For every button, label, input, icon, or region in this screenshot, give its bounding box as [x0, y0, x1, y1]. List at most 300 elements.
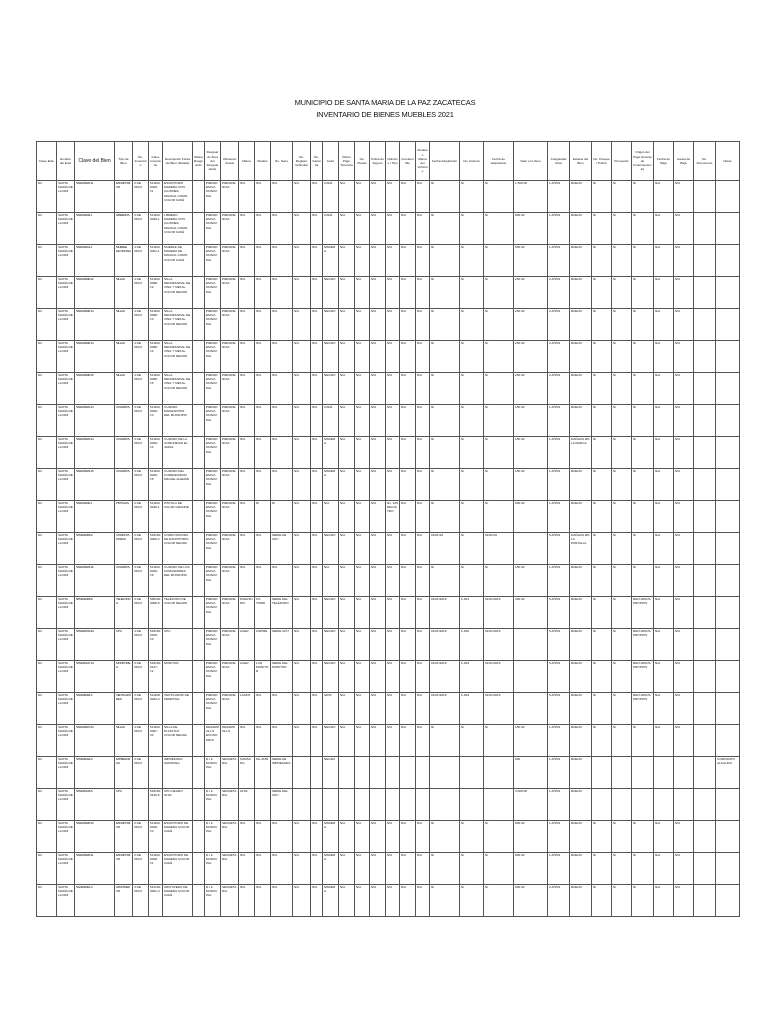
cell-fadq: N/	[430, 245, 460, 277]
cell-marca: N/A	[239, 821, 255, 853]
column-header: No. Placas	[355, 142, 370, 181]
cell-comb: N/A	[400, 341, 416, 373]
cell-placas: N/A	[355, 565, 370, 597]
cell-cheque: N/	[592, 309, 612, 341]
column-header: No. Garantía	[311, 142, 323, 181]
cell-fadq2: 01/01/2016	[484, 693, 514, 725]
cell-notas	[716, 373, 740, 405]
cell-ente: D2	[37, 789, 57, 821]
cell-serie: N/A	[271, 181, 293, 213]
column-header: No. Factura	[460, 142, 484, 181]
cell-valor: 250.00	[514, 341, 548, 373]
cell-doc	[694, 181, 716, 213]
cell-cheque: N/	[592, 725, 612, 757]
cell-poliza	[370, 789, 386, 821]
cell-clave: 5111000001-1	[75, 245, 115, 277]
cell-antig: 1 AÑOS	[548, 405, 570, 437]
cell-tipo: CUADROS	[115, 565, 133, 597]
cell-garantia: N/A	[311, 213, 323, 245]
cell-cheque: N/	[592, 501, 612, 533]
cell-cinv: 5121000001-4	[149, 885, 163, 917]
column-header: Tipo de Bien	[115, 142, 133, 181]
cell-placas: N/A	[355, 597, 370, 629]
cell-prov: N/	[612, 533, 632, 565]
cell-ente: D2	[37, 629, 57, 661]
cell-color: NEGRA	[323, 757, 339, 789]
cell-cinv: 5151000126-5	[149, 789, 163, 821]
cell-fadq2: N/	[484, 181, 514, 213]
cell-poliza: N/A	[370, 437, 386, 469]
table-row	[37, 501, 740, 533]
cell-fadq2: N/	[484, 469, 514, 501]
cell-fact: N/	[460, 373, 484, 405]
cell-comb: N/A	[400, 661, 416, 693]
cell-tenencia: N/A	[339, 405, 355, 437]
cell-inv: 4 DE OFICI	[133, 693, 149, 725]
document-subtitle: INVENTARIO DE BIENES MUEBLES 2021	[316, 110, 454, 119]
cell-tipo: TELEFONOS	[115, 597, 133, 629]
cell-area: PRESIDENCIA	[221, 245, 239, 277]
cell-registro: N/A	[293, 213, 311, 245]
cell-prov: N/	[612, 341, 632, 373]
cell-inv: 4 DE OFICI	[133, 469, 149, 501]
column-header: Color	[323, 142, 339, 181]
cell-prov: N/	[612, 405, 632, 437]
cell-color: NEGRO	[323, 725, 339, 757]
column-header: Clave del Bien	[75, 142, 115, 181]
column-header: Nombre del Ente	[57, 142, 75, 181]
cell-cinv: 5111000097-23	[149, 725, 163, 757]
cell-cil: N/A	[386, 725, 400, 757]
cell-antig: 1 AÑOS	[548, 757, 570, 789]
cell-fadq2	[484, 757, 514, 789]
cell-clave: 5111000098-15	[75, 373, 115, 405]
cell-valor	[514, 693, 548, 725]
cell-origen: N/	[632, 277, 654, 309]
cell-estatus: BUENO	[570, 725, 592, 757]
cell-doc	[694, 501, 716, 533]
cell-poliza: N/A	[370, 245, 386, 277]
cell-status	[193, 245, 205, 277]
cell-cheque: N/	[592, 597, 612, 629]
cell-causa: N/A	[674, 341, 694, 373]
cell-estatus: BUENO	[570, 789, 592, 821]
cell-notas	[716, 341, 740, 373]
cell-valor: 3,028.00	[514, 789, 548, 821]
cell-mveh: N/A	[416, 693, 430, 725]
cell-resg: PRESIDENCIA MUNICIPAL	[205, 469, 221, 501]
cell-origen: N/	[632, 565, 654, 597]
cell-tenencia: N/A	[339, 565, 355, 597]
column-header: Póliza de Seguro	[370, 142, 386, 181]
cell-fact: N/	[460, 821, 484, 853]
cell-causa: N/A	[674, 213, 694, 245]
cell-placas: N/A	[355, 181, 370, 213]
cell-doc	[694, 565, 716, 597]
cell-status	[193, 693, 205, 725]
cell-doc	[694, 213, 716, 245]
cell-tenencia: N/A	[339, 245, 355, 277]
cell-poliza: N/A	[370, 501, 386, 533]
cell-clave: 5111000039-1	[75, 213, 115, 245]
cell-valor: 150.00	[514, 437, 548, 469]
cell-tenencia: N/A	[339, 693, 355, 725]
table-row	[37, 757, 740, 789]
cell-estatus: BUENO	[570, 885, 592, 917]
cell-fadq2: 01/01/2016	[484, 629, 514, 661]
cell-cheque: N/	[592, 277, 612, 309]
cell-ente: D2	[37, 661, 57, 693]
cell-cheque: N/	[592, 661, 612, 693]
table-row	[37, 437, 740, 469]
cell-tenencia: N/A	[339, 661, 355, 693]
cell-fact: N/	[460, 853, 484, 885]
cell-status	[193, 469, 205, 501]
cell-nombre: SANTA MARIA DE LA PAZ	[57, 277, 75, 309]
cell-cil: N/A	[386, 693, 400, 725]
cell-clave: 5121000001-4	[75, 885, 115, 917]
cell-serie: N/A	[271, 693, 293, 725]
cell-registro: N/A	[293, 309, 311, 341]
cell-valor: 600.00	[514, 501, 548, 533]
cell-fadq2: N/	[484, 405, 514, 437]
cell-modelo: ASPIRE	[255, 629, 271, 661]
cell-origen: N/	[632, 821, 654, 853]
cell-color: MADERA	[323, 885, 339, 917]
cell-prov: N/	[612, 245, 632, 277]
cell-tipo: CUADROS	[115, 437, 133, 469]
cell-notas	[716, 885, 740, 917]
cell-garantia: N/A	[311, 181, 323, 213]
cell-placas: N/A	[355, 373, 370, 405]
column-header: Último Pago Tenencia	[339, 142, 355, 181]
cell-fadq2: N/	[484, 821, 514, 853]
cell-area: SECRETARIA	[221, 789, 239, 821]
cell-doc	[694, 309, 716, 341]
cell-color: NEGRO	[323, 597, 339, 629]
cell-poliza: N/A	[370, 885, 386, 917]
cell-ente: D2	[37, 277, 57, 309]
cell-garantia: N/A	[311, 533, 323, 565]
cell-cil: N/A	[386, 885, 400, 917]
cell-fadq2: N/	[484, 277, 514, 309]
column-header: Modelo o Marca del Vehículo	[416, 142, 430, 181]
cell-modelo: N/A	[255, 853, 271, 885]
cell-marca: N/A	[239, 341, 255, 373]
cell-origen: N/	[632, 725, 654, 757]
cell-poliza: N/A	[370, 309, 386, 341]
cell-ente: D2	[37, 373, 57, 405]
cell-placas	[355, 789, 370, 821]
cell-fbaja: N/A	[654, 661, 674, 693]
cell-poliza: N/A	[370, 469, 386, 501]
cell-resg: D.I.F. MUNICIPAL	[205, 821, 221, 853]
cell-antig: 1 AÑOS	[548, 469, 570, 501]
cell-ente: D2	[37, 405, 57, 437]
cell-mveh	[416, 757, 430, 789]
cell-resg: PRESIDENCIA MUNICIPAL	[205, 565, 221, 597]
cell-fact: N/	[460, 885, 484, 917]
cell-estatus: BUENO	[570, 181, 592, 213]
cell-poliza	[370, 757, 386, 789]
cell-poliza: N/A	[370, 373, 386, 405]
cell-placas: N/A	[355, 533, 370, 565]
cell-valor	[514, 629, 548, 661]
header-row	[37, 142, 740, 181]
cell-cheque: N/	[592, 469, 612, 501]
table-row	[37, 885, 740, 917]
cell-inv: 4 DE OFICI	[133, 757, 149, 789]
cell-estatus: BUENO	[570, 469, 592, 501]
cell-estatus: BUENO	[570, 341, 592, 373]
cell-cheque: N/	[592, 629, 612, 661]
cell-fadq: N/	[430, 565, 460, 597]
cell-fadq2: N/	[484, 885, 514, 917]
cell-causa: N/A	[674, 533, 694, 565]
cell-estatus: DAÑADO EN LA PANTALLA	[570, 533, 592, 565]
cell-modelo: N/A	[255, 213, 271, 245]
cell-mveh: N/A	[416, 405, 430, 437]
cell-clave: 5111000097-23	[75, 725, 115, 757]
cell-tipo: ESCRITORIOS	[115, 853, 133, 885]
cell-mveh: N/A	[416, 469, 430, 501]
cell-notas	[716, 501, 740, 533]
cell-tipo: MONITORES	[115, 661, 133, 693]
cell-cheque: N/	[592, 245, 612, 277]
cell-doc	[694, 437, 716, 469]
cell-fadq: N/	[430, 181, 460, 213]
cell-modelo: N/A	[255, 341, 271, 373]
cell-serie: N/A	[271, 277, 293, 309]
cell-serie: SERIE DE CPU	[271, 533, 293, 565]
cell-cil: N/A	[386, 821, 400, 853]
cell-desc: TELÉFONO DE COLOR NEGRO	[163, 597, 193, 629]
cell-comb: N/A	[400, 213, 416, 245]
cell-comb	[400, 789, 416, 821]
cell-ente: D2	[37, 181, 57, 213]
cell-cinv: 5111000046-1	[149, 501, 163, 533]
table-row	[37, 853, 740, 885]
cell-nombre: SANTA MARIA DE LA PAZ	[57, 629, 75, 661]
cell-doc	[694, 725, 716, 757]
cell-inv: 4 DE OFICI	[133, 629, 149, 661]
cell-cheque: N/	[592, 181, 612, 213]
cell-fact: N/	[460, 181, 484, 213]
cell-valor: 800.00	[514, 853, 548, 885]
cell-registro: N/A	[293, 885, 311, 917]
cell-doc	[694, 373, 716, 405]
cell-origen: RECURSOS PROPIOS	[632, 597, 654, 629]
cell-fact: N/	[460, 533, 484, 565]
cell-comb: N/A	[400, 181, 416, 213]
cell-marca: N/A	[239, 725, 255, 757]
cell-inv: 4 DE OFICI	[133, 661, 149, 693]
cell-inv: 4 DE OFICI	[133, 245, 149, 277]
cell-mveh: N/A	[416, 629, 430, 661]
cell-fadq: N/	[430, 821, 460, 853]
cell-cheque	[592, 789, 612, 821]
cell-status	[193, 533, 205, 565]
cell-color: NEGRO	[323, 533, 339, 565]
cell-fadq: N/	[430, 725, 460, 757]
cell-poliza: N/A	[370, 181, 386, 213]
cell-tipo: SILLAS	[115, 309, 133, 341]
cell-fadq: N/	[430, 309, 460, 341]
column-header: Antigüedad Años	[548, 142, 570, 181]
cell-nombre: SANTA MARIA DE LA PAZ	[57, 789, 75, 821]
cell-mveh: N/A	[416, 885, 430, 917]
cell-modelo: N/A	[255, 245, 271, 277]
cell-resg: PRESIDENCIA MUNICIPAL	[205, 373, 221, 405]
column-header: Fecha Adquisición	[430, 142, 460, 181]
cell-doc	[694, 469, 716, 501]
cell-registro: N/A	[293, 565, 311, 597]
cell-poliza: N/A	[370, 565, 386, 597]
cell-cinv: 5151000066-2	[149, 533, 163, 565]
cell-ente: D2	[37, 821, 57, 853]
cell-resg: D.I.F. MUNICIPAL	[205, 789, 221, 821]
cell-fadq2: N/	[484, 565, 514, 597]
cell-antig: 1 AÑOS	[548, 213, 570, 245]
cell-poliza: N/A	[370, 693, 386, 725]
cell-prov	[612, 789, 632, 821]
column-header: Estatus del Bien	[570, 142, 592, 181]
cell-causa: N/A	[674, 885, 694, 917]
cell-fact: N/	[460, 501, 484, 533]
cell-desc: LIBRERO MADERA CON CAJONES, MANUAL COMO, COLOR CAFÉ	[163, 213, 193, 245]
cell-area: PRESIDENCIA	[221, 565, 239, 597]
cell-resg: PRESIDENCIA MUNICIPAL	[205, 693, 221, 725]
cell-garantia: N/A	[311, 501, 323, 533]
cell-cinv: 5112000003-4	[149, 693, 163, 725]
cell-serie: N/A	[271, 885, 293, 917]
cell-prov: N/	[612, 629, 632, 661]
cell-fact: N/	[460, 213, 484, 245]
cell-fadq2: 01/01/2016	[484, 661, 514, 693]
cell-doc	[694, 789, 716, 821]
cell-clave: 5111000029-13	[75, 405, 115, 437]
cell-prov: N/	[612, 309, 632, 341]
cell-comb: N/A	[400, 821, 416, 853]
cell-garantia: N/A	[311, 469, 323, 501]
cell-inv: 4 DE OFICI	[133, 181, 149, 213]
cell-poliza: N/A	[370, 597, 386, 629]
cell-cil: No. SIN REGISTRO	[386, 501, 400, 533]
cell-desc: SILLA SECRETARIAL DE VINIL Y METAL, COLOR NEGRO	[163, 373, 193, 405]
cell-resg: PRESIDENCIA MUNICIPAL	[205, 309, 221, 341]
cell-cheque	[592, 757, 612, 789]
cell-antig: 1 AÑOS	[548, 565, 570, 597]
cell-garantia: N/A	[311, 821, 323, 853]
cell-causa: N/A	[674, 725, 694, 757]
cell-placas	[355, 757, 370, 789]
table-row	[37, 277, 740, 309]
cell-marca: ACER	[239, 661, 255, 693]
cell-modelo: ML-2165	[255, 757, 271, 789]
table-row	[37, 405, 740, 437]
cell-ente: D2	[37, 693, 57, 725]
cell-color: NEGRO	[323, 661, 339, 693]
column-header: Causa de Baja	[674, 142, 694, 181]
cell-serie: N/A	[271, 725, 293, 757]
cell-garantia	[311, 789, 323, 821]
cell-modelo: N/A	[255, 693, 271, 725]
document-title: MUNICIPIO DE SANTA MARIA DE LA PAZ ZACATECAS	[294, 98, 476, 107]
cell-mveh: N/A	[416, 245, 430, 277]
cell-desc: ESCRITORIO DE MADERA COLOR CAFÉ	[163, 853, 193, 885]
cell-origen: N/	[632, 181, 654, 213]
cell-marca: N/A	[239, 277, 255, 309]
cell-tipo: LIBREROS	[115, 213, 133, 245]
cell-cheque: N/	[592, 213, 612, 245]
cell-serie: N/A	[271, 469, 293, 501]
cell-ente: D2	[37, 565, 57, 597]
cell-cil: N/A	[386, 629, 400, 661]
cell-garantia: N/A	[311, 245, 323, 277]
cell-registro: N/A	[293, 629, 311, 661]
cell-cinv: 5111000028-10	[149, 821, 163, 853]
cell-registro: N/A	[293, 501, 311, 533]
cell-valor: 150.00	[514, 469, 548, 501]
cell-garantia: N/A	[311, 597, 323, 629]
cell-ente: D2	[37, 213, 57, 245]
cell-fadq: 01/01/2016	[430, 629, 460, 661]
cell-desc: CUADRO DE LA COMUNIDAD EL JARAL	[163, 437, 193, 469]
cell-serie: N/	[271, 501, 293, 533]
cell-inv: 4 DE OFICI	[133, 373, 149, 405]
cell-estatus: BUENO	[570, 757, 592, 789]
cell-fadq: N/	[430, 437, 460, 469]
cell-fbaja: N/A	[654, 501, 674, 533]
cell-modelo: N/A	[255, 373, 271, 405]
cell-tenencia: N/A	[339, 341, 355, 373]
cell-valor: 500.00	[514, 245, 548, 277]
cell-origen: RECURSOS PROPIOS	[632, 693, 654, 725]
cell-color: NEGRO	[323, 629, 339, 661]
cell-notas	[716, 597, 740, 629]
cell-color: CAFÉ	[323, 181, 339, 213]
cell-mveh: N/A	[416, 213, 430, 245]
table-row	[37, 309, 740, 341]
cell-comb: N/A	[400, 245, 416, 277]
cell-desc: PISTOLA DE CALOR GRANDE	[163, 501, 193, 533]
cell-inv: 4 DE OFICI	[133, 309, 149, 341]
cell-area: PRESIDENCIA	[221, 629, 239, 661]
cell-marca: N/A	[239, 309, 255, 341]
cell-antig: 5 AÑOS	[548, 533, 570, 565]
cell-nombre: SANTA MARIA DE LA PAZ	[57, 341, 75, 373]
cell-modelo: N/	[255, 501, 271, 533]
cell-cil: N/A	[386, 373, 400, 405]
cell-cinv: 5651000008-6	[149, 597, 163, 629]
cell-antig: 5 AÑOS	[548, 693, 570, 725]
cell-origen: N/	[632, 245, 654, 277]
cell-nombre: SANTA MARIA DE LA PAZ	[57, 725, 75, 757]
cell-prov: N/	[612, 437, 632, 469]
cell-tenencia: N/A	[339, 853, 355, 885]
cell-ente: D2	[37, 437, 57, 469]
cell-clave: 5151000150-10	[75, 629, 115, 661]
cell-poliza: N/A	[370, 821, 386, 853]
cell-cil: N/A	[386, 597, 400, 629]
cell-mveh: N/A	[416, 725, 430, 757]
cell-valor: 250.00	[514, 373, 548, 405]
cell-cil: N/A	[386, 309, 400, 341]
cell-garantia: N/A	[311, 277, 323, 309]
cell-placas: N/A	[355, 853, 370, 885]
cell-marca: N/A	[239, 437, 255, 469]
table-row	[37, 725, 740, 757]
